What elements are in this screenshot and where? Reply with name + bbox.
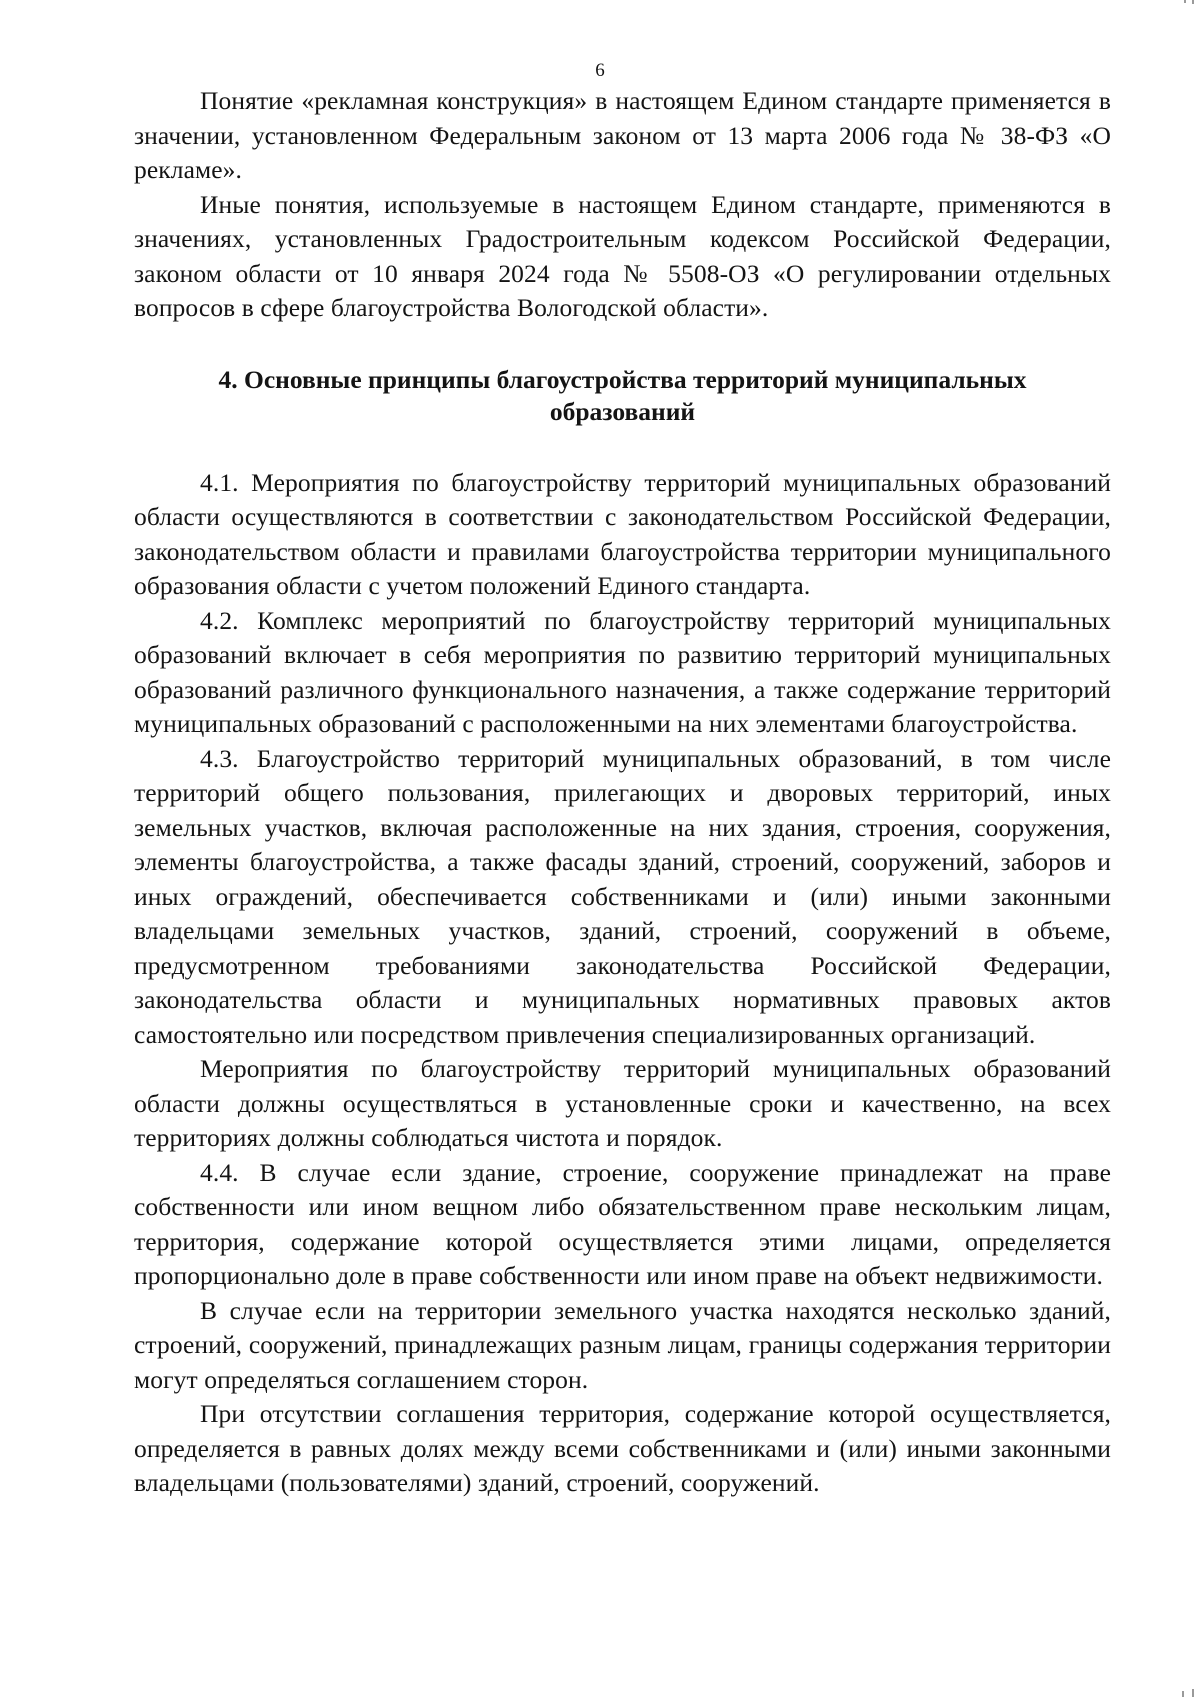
scan-edge-mark — [1182, 1691, 1184, 1697]
paragraph-4-1: 4.1. Мероприятия по благоустройству территорий муниципальных образований области осуществляются в соответствии с законодательством Российской Федерации, законодательством области и правилами благоустройства территории муниципального образования области с учетом положений Единого стандарта. — [134, 467, 1111, 600]
paragraph-4-3-cont: Мероприятия по благоустройству территорий муниципальных образований области должны осуществляться в установленные сроки и качественно, на всех территориях должны соблюдаться чистота и порядок. — [134, 1054, 1111, 1152]
section-heading: 4. Основные принципы благоустройства территорий муниципальных образований — [218, 364, 1027, 426]
paragraph-other-concepts: Иные понятия, используемые в настоящем Едином стандарте, применяются в значениях, установленных Градостроительным кодексом Российской Федерации, законом области от 10 января 2024 года № 5508-ОЗ «О регулировании отдельных вопросов в сфере благоустройства Вологодской области». — [134, 189, 1111, 322]
paragraph-4-2: 4.2. Комплекс мероприятий по благоустройству территорий муниципальных образований включает в себя мероприятия по развитию территорий муниципальных образований различного функционального назначения, а также содержание территорий муниципальных образований с расположенными на них элементами благоустройства. — [134, 605, 1111, 738]
scan-edge-mark — [1184, 0, 1186, 3]
document-body — [134, 84, 1111, 1501]
paragraph-4-4-multiple-buildings: В случае если на территории земельного участка находятся несколько зданий, строений, сооружений, принадлежащих разным лицам, границы содержания территории могут определяться соглашением сторон. — [134, 1295, 1111, 1394]
page-number: 6 — [595, 60, 605, 81]
paragraph-advertising-structure: Понятие «рекламная конструкция» в настоящем Едином стандарте применяется в значении, установленном Федеральным законом от 13 марта 2006 года № 38-ФЗ «О рекламе». — [134, 86, 1111, 184]
paragraph-4-3: 4.3. Благоустройство территорий муниципальных образований, в том числе территорий общего пользования, прилегающих и дворовых территорий, иных земельных участков, включая расположенные на них здания, строения, сооружения, элементы благоустройства, а также фасады зданий, строений, сооружений, заборов и иных ограждений, обеспечивается собственниками и (или) иными законными владельцами земельных участков, зданий, строений, сооружений в объеме, предусмотренном требованиями законодательства Российской Федерации, законодательства области и муниципальных нормативных правовых актов самостоятельно или посредством привлечения специализированных организаций. — [134, 743, 1111, 1049]
paragraph-4-4-no-agreement: При отсутствии соглашения территория, содержание которой осуществляется, определяется в равных долях между всеми собственниками и (или) иными законными владельцами (пользователями) зданий, строений, сооружений. — [134, 1399, 1111, 1497]
scan-edge-mark — [1192, 1689, 1194, 1697]
paragraph-4-4: 4.4. В случае если здание, строение, сооружение принадлежат на праве собственности или ином вещном либо обязательственном праве нескольким лицам, территория, содержание которой осуществляется этими лицами, определяется пропорционально доле в праве собственности или ином праве на объект недвижимости. — [134, 1157, 1111, 1290]
scan-edge-mark — [1192, 0, 1194, 4]
